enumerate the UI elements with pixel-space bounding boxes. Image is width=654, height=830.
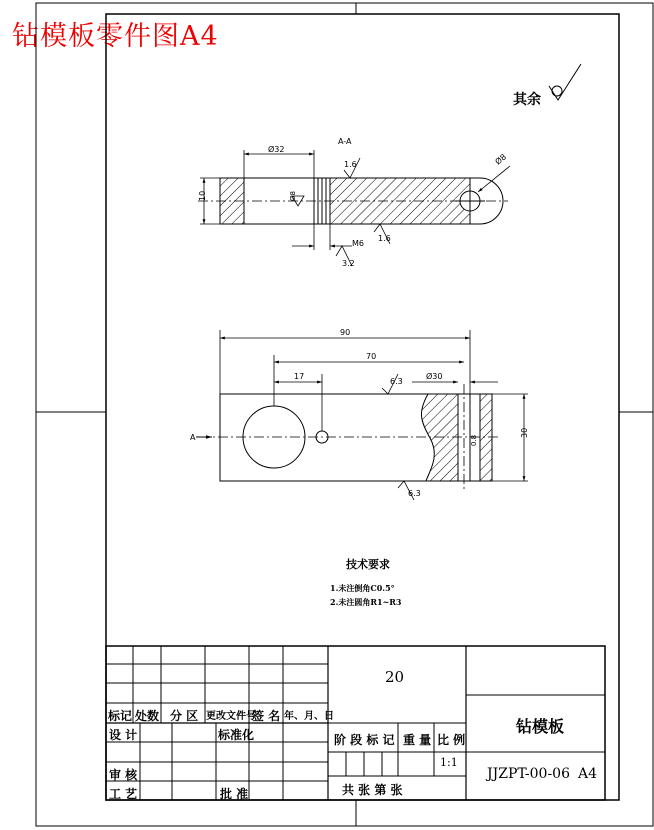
tb-row-design: 设 计 (109, 728, 138, 742)
ra-1-6-bottom: 1.6 (378, 234, 391, 243)
dim-phi8-small: Ø8 (289, 191, 297, 201)
dim-vert-small: 0.8 (470, 434, 478, 446)
ra-3-2-left: 3.2 (342, 259, 355, 268)
tb-row-review: 审 核 (109, 768, 138, 782)
tb-row-approve: 批 准 (220, 787, 249, 801)
tb-quantity: 20 (385, 668, 405, 686)
drawing-title: 钻模板零件图A4 (12, 21, 219, 52)
ra-1-6-top: 1.6 (344, 160, 357, 169)
tb-scale: 1:1 (440, 756, 458, 769)
tb-row-process: 工 艺 (109, 787, 138, 801)
dim-m6: M6 (352, 239, 364, 248)
tech-req-item-1: 1.未注倒角C0.5° (330, 583, 395, 593)
dim-height-30: 30 (520, 427, 529, 438)
tech-req-item-2: 2.未注圆角R1~R3 (330, 597, 402, 607)
dim-phi32: Ø32 (268, 145, 285, 154)
tb-stage-mark: 阶 段 标 记 (334, 733, 395, 747)
tb-sheets: 共 张 第 张 (342, 783, 403, 797)
dim-phi8-right: Ø8 (493, 152, 509, 167)
roughness-symbol-general (549, 64, 581, 100)
section-mark-a: A (190, 433, 196, 442)
inner-frame (106, 14, 619, 800)
tb-row-standard: 标准化 (218, 728, 255, 742)
tb-header-date: 年、月、日 (284, 711, 334, 722)
section-label: A-A (338, 137, 352, 146)
ra-6-3-bottom: 6.3 (408, 489, 421, 498)
dim-phi30: Ø30 (426, 372, 443, 381)
dim-90: 90 (340, 328, 351, 337)
tb-header-docno: 更改文件号 (206, 711, 256, 722)
ra-6-3-top: 6.3 (390, 377, 403, 386)
dim-70: 70 (366, 352, 377, 361)
dim-height-10: 10 (198, 190, 207, 201)
front-view (196, 330, 528, 500)
tb-part-name: 钻模板 (516, 717, 565, 736)
tb-header-zone: 分 区 (170, 709, 199, 723)
tb-header-mark: 标记 (108, 709, 133, 723)
tb-ratio: 比 例 (437, 733, 466, 747)
tech-req-heading: 技术要求 (346, 558, 390, 571)
tb-size: A4 (578, 766, 598, 782)
tb-weight: 重 量 (403, 733, 432, 747)
tb-header-sign: 签 名 (252, 709, 281, 723)
tb-drawing-no: JJZPT-00-06 (487, 766, 570, 782)
dim-17: 17 (294, 372, 305, 381)
tb-header-count: 处数 (135, 709, 160, 723)
roughness-note: 其余 (513, 92, 541, 108)
